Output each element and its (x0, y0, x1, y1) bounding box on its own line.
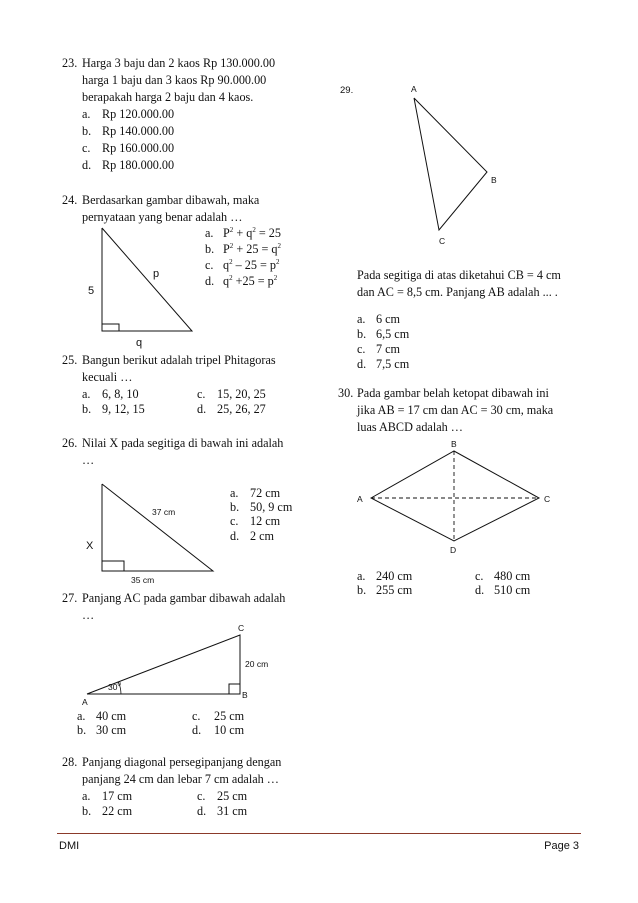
q24-side-label-hyp: p (153, 268, 160, 280)
q24-option-key: b. (205, 242, 215, 256)
q25-option-key: c. (197, 387, 206, 401)
q30-option-text[interactable]: 480 cm (494, 569, 531, 583)
q28-text-line2: panjang 24 cm dan lebar 7 cm adalah … (82, 772, 279, 786)
q27-vertex-a: A (82, 697, 88, 707)
q27-angle-label: $30^0$ (108, 682, 121, 692)
q29-option-text[interactable]: 6,5 cm (376, 327, 410, 341)
q24-side-label-left: 5 (88, 285, 95, 297)
q24-number: 24. (62, 193, 78, 207)
q29-number: 29. (340, 85, 354, 96)
q24-side-label-bottom: q (136, 337, 143, 349)
q27-option-text[interactable]: 30 cm (96, 723, 127, 737)
q25-option-key: a. (82, 387, 91, 401)
q29-option-key: a. (357, 312, 366, 326)
q29-vertex-a: A (411, 84, 417, 94)
q28-option-text[interactable]: 22 cm (102, 804, 133, 818)
q28-option-key: c. (197, 789, 206, 803)
q29-vertex-b: B (491, 175, 497, 185)
q26-text-line1: Nilai X pada segitiga di bawah ini adalah (82, 436, 284, 450)
q25-text-line2: kecuali … (82, 370, 133, 384)
q27-vertex-b: B (242, 690, 248, 700)
q30-number: 30. (338, 386, 354, 400)
q30-option-text[interactable]: 510 cm (494, 583, 531, 597)
q29-option-key: b. (357, 327, 367, 341)
q24-option-formula[interactable]: $P^2 + q^2 = 25$ (223, 226, 281, 240)
q27-option-text[interactable]: 10 cm (214, 723, 245, 737)
q30-text-line3: luas ABCD adalah … (357, 420, 463, 434)
q23-option-text[interactable]: Rp 160.000.00 (102, 141, 175, 155)
q23-option-text[interactable]: Rp 120.000.00 (102, 107, 175, 121)
q29-text-line2: dan AC = 8,5 cm. Panjang AB adalah ... . (357, 285, 558, 299)
q24-option-formula[interactable]: $q^2 +25 = p^2$ (223, 274, 278, 288)
q24-option-key: c. (205, 258, 214, 272)
q28-option-text[interactable]: 31 cm (217, 804, 248, 818)
q26-option-key: d. (230, 529, 240, 543)
q27-option-key: d. (192, 723, 202, 737)
q27-option-text[interactable]: 25 cm (214, 709, 245, 723)
q26-option-key: a. (230, 486, 239, 500)
page-number: Page 3 (544, 840, 579, 852)
q26-side-label-bottom: 35 cm (131, 575, 155, 585)
q23-option-text[interactable]: Rp 140.000.00 (102, 124, 175, 138)
q29-option-text[interactable]: 7 cm (376, 342, 401, 356)
q24-option-formula[interactable]: $q^2 - 25 = p^2$ (223, 258, 280, 272)
q30-vertex-b: B (451, 439, 457, 449)
q30-option-key: c. (475, 569, 484, 583)
q30-vertex-a: A (357, 494, 363, 504)
q23-text-line1: Harga 3 baju dan 2 kaos Rp 130.000.00 (82, 56, 276, 70)
q29-vertex-c: C (439, 236, 446, 246)
q26-option-text[interactable]: 12 cm (250, 514, 281, 528)
q30-option-text[interactable]: 255 cm (376, 583, 413, 597)
q25-option-key: d. (197, 402, 207, 416)
q23-option-text[interactable]: Rp 180.000.00 (102, 158, 175, 172)
q27-side-label: 20 cm (245, 659, 269, 669)
q27-vertex-c: C (238, 623, 245, 633)
q25-text-line1: Bangun berikut adalah tripel Phitagoras (82, 353, 276, 367)
q23-option-key: a. (82, 107, 91, 121)
footer-label: DMI (59, 840, 80, 852)
footer-divider (57, 833, 581, 834)
q23-option-key: c. (82, 141, 91, 155)
q24-option-formula[interactable]: $P^2 + 25 = q^2$ (223, 242, 281, 256)
q23-text-line2: harga 1 baju dan 3 kaos Rp 90.000.00 (82, 73, 267, 87)
q28-number: 28. (62, 755, 78, 769)
q27-option-key: b. (77, 723, 87, 737)
q27-option-key: a. (77, 709, 86, 723)
q28-option-key: a. (82, 789, 91, 803)
q26-side-label-hyp: 37 cm (152, 507, 176, 517)
q26-option-text[interactable]: 50, 9 cm (250, 500, 293, 514)
q28-option-text[interactable]: 17 cm (102, 789, 133, 803)
q27-text-line1: Panjang AC pada gambar dibawah adalah (82, 591, 286, 605)
q29-option-key: d. (357, 357, 367, 371)
q30-vertex-c: C (544, 494, 551, 504)
q27-number: 27. (62, 591, 78, 605)
q30-option-key: d. (475, 583, 485, 597)
q26-side-label-left: X (86, 540, 94, 552)
q28-text-line1: Panjang diagonal persegipanjang dengan (82, 755, 282, 769)
q29-option-key: c. (357, 342, 366, 356)
q28-option-key: d. (197, 804, 207, 818)
q25-option-text[interactable]: 15, 20, 25 (217, 387, 266, 401)
q27-option-key: c. (192, 709, 201, 723)
q29-option-text[interactable]: 7,5 cm (376, 357, 410, 371)
q25-number: 25. (62, 353, 78, 367)
q27-text-line2: … (82, 608, 95, 622)
q26-number: 26. (62, 436, 78, 450)
q30-text-line2: jika AB = 17 cm dan AC = 30 cm, maka (357, 403, 554, 417)
q25-option-key: b. (82, 402, 92, 416)
q30-text-line1: Pada gambar belah ketopat dibawah ini (357, 386, 549, 400)
q30-vertex-d: D (450, 545, 457, 555)
q26-option-text[interactable]: 72 cm (250, 486, 281, 500)
q23-option-key: b. (82, 124, 92, 138)
q28-option-key: b. (82, 804, 92, 818)
q27-option-text[interactable]: 40 cm (96, 709, 127, 723)
q25-option-text[interactable]: 25, 26, 27 (217, 402, 266, 416)
q30-option-key: a. (357, 569, 366, 583)
q30-option-key: b. (357, 583, 367, 597)
q26-option-key: b. (230, 500, 240, 514)
q23-number: 23. (62, 56, 78, 70)
q25-option-text[interactable]: 6, 8, 10 (102, 387, 139, 401)
q25-option-text[interactable]: 9, 12, 15 (102, 402, 145, 416)
q28-option-text[interactable]: 25 cm (217, 789, 248, 803)
q29-text-line1: Pada segitiga di atas diketahui CB = 4 cm (357, 268, 561, 282)
q23-text-line3: berapakah harga 2 baju dan 4 kaos. (82, 90, 254, 104)
q24-option-key: a. (205, 226, 214, 240)
q26-option-text[interactable]: 2 cm (250, 529, 275, 543)
q23-option-key: d. (82, 158, 92, 172)
q26-text-line2: … (82, 453, 95, 467)
q30-option-text[interactable]: 240 cm (376, 569, 413, 583)
q29-option-text[interactable]: 6 cm (376, 312, 401, 326)
q26-option-key: c. (230, 514, 239, 528)
q24-text-line1: Berdasarkan gambar dibawah, maka (82, 193, 260, 207)
q24-text-line2: pernyataan yang benar adalah … (82, 210, 243, 224)
q24-option-key: d. (205, 274, 215, 288)
